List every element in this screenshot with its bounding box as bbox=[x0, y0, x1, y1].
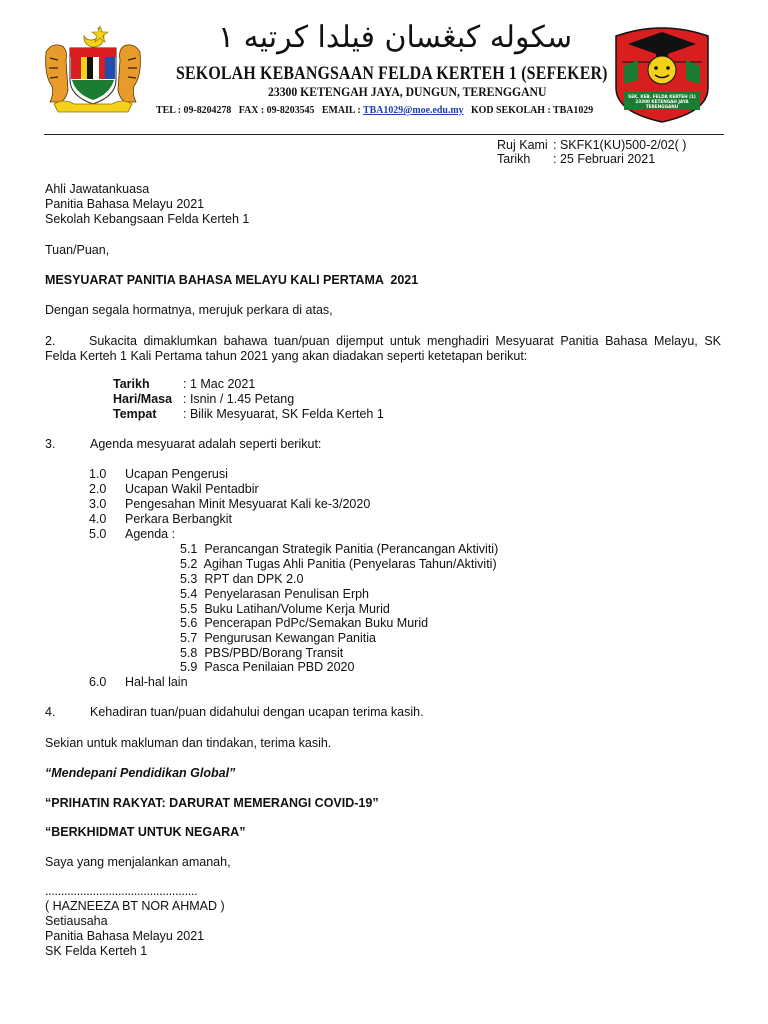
subagenda-item: 5.4 Penyelarasan Penulisan Erph bbox=[180, 587, 370, 601]
subagenda-item: 5.2 Agihan Tugas Ahli Panitia (Penyelaras Tahun/Aktiviti) bbox=[180, 557, 497, 571]
signer-name: ( HAZNEEZA BT NOR AHMAD ) bbox=[45, 899, 225, 913]
detail-value-harimasa: : Isnin / 1.45 Petang bbox=[183, 392, 295, 406]
school-code: KOD SEKOLAH : TBA1029 bbox=[470, 104, 594, 116]
detail-value-tarikh: : 1 Mac 2021 bbox=[183, 377, 256, 391]
para4-number: 4. bbox=[45, 705, 56, 719]
detail-value-tempat: : Bilik Mesyuarat, SK Felda Kerteh 1 bbox=[183, 407, 384, 421]
subagenda-item: 5.7 Pengurusan Kewangan Panitia bbox=[180, 631, 376, 645]
signer-school: SK Felda Kerteh 1 bbox=[45, 944, 148, 958]
agenda-num-4: 4.0 bbox=[89, 512, 107, 526]
detail-label-tempat: Tempat bbox=[113, 407, 157, 421]
subagenda-item: 5.3 RPT dan DPK 2.0 bbox=[180, 572, 304, 586]
subagenda-item: 5.9 Pasca Penilaian PBD 2020 bbox=[180, 660, 355, 674]
header-divider bbox=[44, 134, 724, 135]
recipient-line-3: Sekolah Kebangsaan Felda Kerteh 1 bbox=[45, 212, 250, 226]
agenda-num-2: 2.0 bbox=[89, 482, 107, 496]
crest-icon bbox=[40, 22, 146, 118]
school-address: 23300 KETENGAH JAYA, DUNGUN, TERENGGANU bbox=[268, 84, 547, 99]
agenda-num-3: 3.0 bbox=[89, 497, 107, 511]
agenda-text-5: Agenda : bbox=[125, 527, 176, 541]
motto-2: “PRIHATIN RAKYAT: DARURAT MEMERANGI COVID-19” bbox=[45, 796, 379, 810]
subject-line: MESYUARAT PANITIA BAHASA MELAYU KALI PERTAMA 2021 bbox=[45, 273, 419, 287]
ref-tarikh-value: : 25 Februari 2021 bbox=[553, 152, 656, 166]
agenda-num-1: 1.0 bbox=[89, 467, 107, 481]
subagenda-item: 5.5 Buku Latihan/Volume Kerja Murid bbox=[180, 602, 390, 616]
school-badge-logo bbox=[610, 22, 714, 124]
para2-body: Sukacita dimaklumkan bahawa tuan/puan dijemput untuk menghadiri Mesyuarat Panitia Bahasa Melayu, SK Felda Kerteh 1 Kali Pertama tahun 2021 yang akan diadakan seperti ketetapan berikut: bbox=[45, 334, 721, 363]
motto-1: “Mendepani Pendidikan Global” bbox=[45, 766, 236, 780]
para2-text bbox=[45, 334, 721, 364]
fax-number: FAX : 09-8203545 bbox=[238, 104, 315, 116]
detail-label-harimasa: Hari/Masa bbox=[113, 392, 173, 406]
badge-text-2: 23300 KETENGAH JAYA bbox=[635, 99, 689, 104]
signer-unit: Panitia Bahasa Melayu 2021 bbox=[45, 929, 205, 943]
signature-line: ................................................ bbox=[45, 884, 198, 898]
school-name-jawi: سکوله کبڠسان فيلدا کرتيه ١ bbox=[218, 20, 573, 55]
para3-text: Agenda mesyuarat adalah seperti berikut: bbox=[90, 437, 322, 451]
badge-text-1: SEK. KEB. FELDA KERTEH (1) bbox=[628, 94, 696, 99]
agenda-text-6: Hal-hal lain bbox=[125, 675, 188, 689]
ref-ruj-value: : SKFK1(KU)500-2/02( ) bbox=[553, 138, 687, 152]
para3-number: 3. bbox=[45, 437, 56, 451]
agenda-num-6: 6.0 bbox=[89, 675, 107, 689]
subagenda-item: 5.1 Perancangan Strategik Panitia (Perancangan Aktiviti) bbox=[180, 542, 499, 556]
agenda-num-5: 5.0 bbox=[89, 527, 107, 541]
agenda-text-4: Perkara Berbangkit bbox=[125, 512, 233, 526]
signer-title: Setiausaha bbox=[45, 914, 108, 928]
malaysia-crest-logo bbox=[40, 22, 146, 118]
para2-number: 2. bbox=[45, 334, 56, 348]
sign-intro: Saya yang menjalankan amanah, bbox=[45, 855, 231, 869]
subagenda-item: 5.6 Pencerapan PdPc/Semakan Buku Murid bbox=[180, 616, 429, 630]
ref-ruj-label: Ruj Kami bbox=[497, 138, 548, 152]
motto-3: “BERKHIDMAT UNTUK NEGARA” bbox=[45, 825, 246, 839]
subagenda-item: 5.8 PBS/PBD/Borang Transit bbox=[180, 646, 344, 660]
agenda-text-1: Ucapan Pengerusi bbox=[125, 467, 228, 481]
closing-line: Sekian untuk makluman dan tindakan, terima kasih. bbox=[45, 736, 332, 750]
recipient-line-1: Ahli Jawatankuasa bbox=[45, 182, 150, 196]
tel-number: TEL : 09-8204278 bbox=[156, 104, 232, 116]
school-name: SEKOLAH KEBANGSAAN FELDA KERTEH 1 (SEFEKER) bbox=[176, 64, 608, 84]
intro-paragraph: Dengan segala hormatnya, merujuk perkara di atas, bbox=[45, 303, 333, 317]
email-link[interactable]: TBA1029@moe.edu.my bbox=[363, 104, 464, 116]
salutation: Tuan/Puan, bbox=[45, 243, 110, 257]
badge-text-3: TERENGGANU bbox=[645, 104, 679, 109]
recipient-line-2: Panitia Bahasa Melayu 2021 bbox=[45, 197, 205, 211]
para4-text: Kehadiran tuan/puan didahului dengan ucapan terima kasih. bbox=[90, 705, 424, 719]
agenda-text-3: Pengesahan Minit Mesyuarat Kali ke-3/2020 bbox=[125, 497, 371, 511]
ref-tarikh-label: Tarikh bbox=[497, 152, 531, 166]
detail-label-tarikh: Tarikh bbox=[113, 377, 150, 391]
email-label: EMAIL : bbox=[321, 104, 361, 116]
contact-line bbox=[156, 104, 593, 116]
agenda-text-2: Ucapan Wakil Pentadbir bbox=[125, 482, 259, 496]
